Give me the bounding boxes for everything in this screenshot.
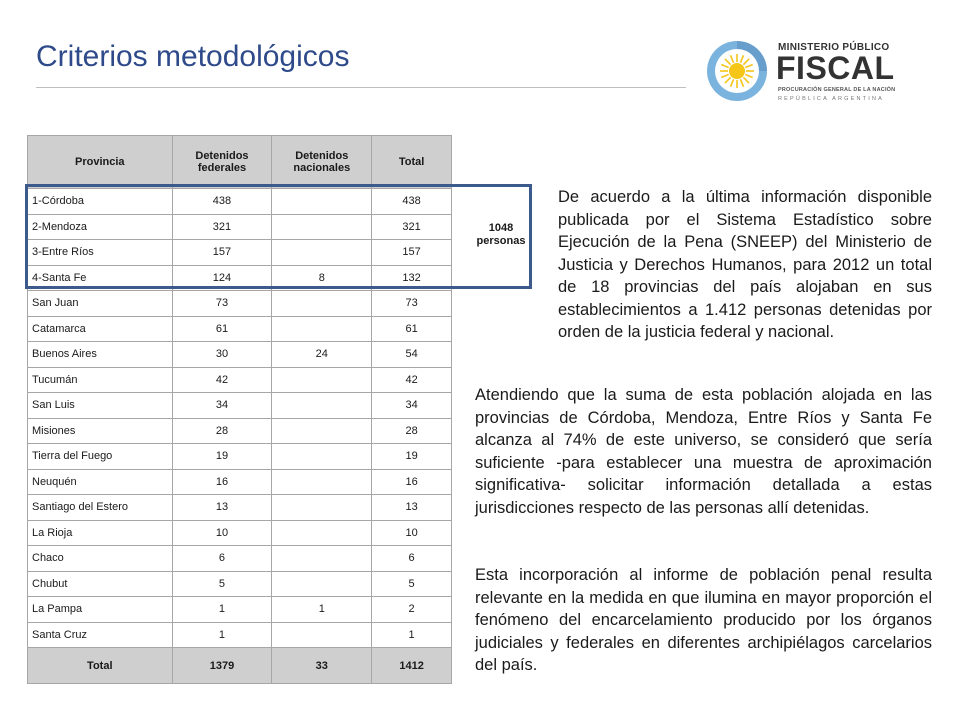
cell-federales: 34 — [172, 393, 272, 419]
cell-federales: 19 — [172, 444, 272, 470]
cell-provincia: Chubut — [28, 571, 173, 597]
cell-federales: 10 — [172, 520, 272, 546]
cell-total: 10 — [372, 520, 452, 546]
cell-provincia: Tierra del Fuego — [28, 444, 173, 470]
cell-nacionales: 1 — [272, 597, 372, 623]
table-row — [28, 444, 452, 470]
cell-provincia: Santa Cruz — [28, 622, 173, 648]
cell-nacionales — [272, 291, 372, 317]
table-row — [28, 393, 452, 419]
highlight-unit: personas — [476, 235, 526, 247]
logo-line-fiscal: FISCAL — [776, 50, 895, 86]
cell-provincia: Chaco — [28, 546, 173, 572]
cell-total: 34 — [372, 393, 452, 419]
cell-provincia: 3-Entre Ríos — [28, 240, 173, 266]
table-row — [28, 495, 452, 521]
cell-nacionales — [272, 418, 372, 444]
cell-federales: 438 — [172, 189, 272, 215]
cell-provincia: 4-Santa Fe — [28, 265, 173, 291]
total-label: Total — [28, 648, 173, 684]
cell-federales: 6 — [172, 546, 272, 572]
cell-federales: 30 — [172, 342, 272, 368]
cell-total: 438 — [372, 189, 452, 215]
cell-federales: 1 — [172, 597, 272, 623]
table-row — [28, 622, 452, 648]
table-row — [28, 418, 452, 444]
table-row — [28, 367, 452, 393]
table-row — [28, 597, 452, 623]
paragraph-sneep: De acuerdo a la última información disponible publicada por el Sistema Estadístico sobre Ejecución de la Pena (SNEEP) del Ministerio de Justicia y Derechos Humanos, para 2012 un total de 18 provincias del país alojaban en sus establecimientos a 1.412 personas detenidas por orden de la justicia federal y nacional. — [558, 188, 932, 341]
cell-federales: 16 — [172, 469, 272, 495]
cell-nacionales: 24 — [272, 342, 372, 368]
cell-provincia: San Luis — [28, 393, 173, 419]
logo-line-procuracion: PROCURACIÓN GENERAL DE LA NACIÓN — [778, 87, 896, 93]
cell-total: 132 — [372, 265, 452, 291]
cell-total: 2 — [372, 597, 452, 623]
table-total-row — [28, 648, 452, 684]
fiscal-logo — [706, 36, 906, 106]
cell-nacionales — [272, 393, 372, 419]
cell-provincia: 2-Mendoza — [28, 214, 173, 240]
cell-provincia: Catamarca — [28, 316, 173, 342]
cell-nacionales — [272, 546, 372, 572]
cell-provincia: La Pampa — [28, 597, 173, 623]
cell-nacionales — [272, 444, 372, 470]
table-row — [28, 291, 452, 317]
table-row — [28, 546, 452, 572]
cell-federales: 42 — [172, 367, 272, 393]
paragraph-muestra: Atendiendo que la suma de esta población alojada en las provincias de Córdoba, Mendoza, Entre Ríos y Santa Fe alcanza al 74% de este universo, se consideró que sería suficiente -para establecer una muestra de aproximación significativa- solicitar información detallada a estas jurisdicciones respecto de las personas allí detenidas. — [475, 386, 932, 517]
cell-total: 6 — [372, 546, 452, 572]
table-row — [28, 571, 452, 597]
title-divider — [36, 87, 686, 88]
cell-total: 321 — [372, 214, 452, 240]
cell-nacionales — [272, 520, 372, 546]
cell-federales: 61 — [172, 316, 272, 342]
cell-federales: 157 — [172, 240, 272, 266]
cell-provincia: 1-Córdoba — [28, 189, 173, 215]
cell-total: 5 — [372, 571, 452, 597]
cell-nacionales — [272, 495, 372, 521]
sun-emblem-icon — [706, 40, 768, 102]
table-row — [28, 520, 452, 546]
header-provincia: Provincia — [28, 136, 173, 189]
cell-federales: 124 — [172, 265, 272, 291]
cell-provincia: Misiones — [28, 418, 173, 444]
total-nacionales: 33 — [272, 648, 372, 684]
cell-total: 13 — [372, 495, 452, 521]
header-total: Total — [372, 136, 452, 189]
cell-total: 157 — [372, 240, 452, 266]
table-row — [28, 316, 452, 342]
cell-total: 42 — [372, 367, 452, 393]
highlight-box — [25, 184, 532, 289]
paragraph-relevancia: Esta incorporación al informe de población penal resulta relevante en la medida en que ilumina en mayor proporción el fenómeno del encarcelamiento producido por los órganos judiciales y federales en diferentes archipiélagos carcelarios del país. — [475, 566, 932, 674]
cell-total: 16 — [372, 469, 452, 495]
cell-total: 28 — [372, 418, 452, 444]
cell-total: 54 — [372, 342, 452, 368]
table-header-row — [28, 136, 452, 189]
page-title: Criterios metodológicos — [36, 40, 350, 73]
cell-nacionales — [272, 622, 372, 648]
cell-nacionales — [272, 367, 372, 393]
cell-total: 1 — [372, 622, 452, 648]
logo-line-ministerio: MINISTERIO PÚBLICO — [778, 42, 890, 53]
logo-line-republica: REPÚBLICA ARGENTINA — [778, 96, 884, 102]
cell-provincia: Buenos Aires — [28, 342, 173, 368]
cell-nacionales — [272, 469, 372, 495]
total-total: 1412 — [372, 648, 452, 684]
header-federales: Detenidos federales — [172, 136, 272, 189]
cell-provincia: La Rioja — [28, 520, 173, 546]
cell-provincia: Santiago del Estero — [28, 495, 173, 521]
table-row — [28, 469, 452, 495]
cell-nacionales — [272, 316, 372, 342]
cell-total: 61 — [372, 316, 452, 342]
cell-federales: 321 — [172, 214, 272, 240]
highlight-count: 1048 — [488, 222, 514, 234]
cell-federales: 5 — [172, 571, 272, 597]
cell-total: 19 — [372, 444, 452, 470]
header-nacionales: Detenidos nacionales — [272, 136, 372, 189]
cell-total: 73 — [372, 291, 452, 317]
cell-provincia: Neuquén — [28, 469, 173, 495]
table-row — [28, 342, 452, 368]
cell-federales: 1 — [172, 622, 272, 648]
cell-provincia: San Juan — [28, 291, 173, 317]
highlight-label — [470, 222, 532, 248]
cell-federales: 13 — [172, 495, 272, 521]
cell-provincia: Tucumán — [28, 367, 173, 393]
total-federales: 1379 — [172, 648, 272, 684]
cell-federales: 73 — [172, 291, 272, 317]
cell-nacionales — [272, 571, 372, 597]
cell-federales: 28 — [172, 418, 272, 444]
cell-nacionales: 8 — [272, 265, 372, 291]
